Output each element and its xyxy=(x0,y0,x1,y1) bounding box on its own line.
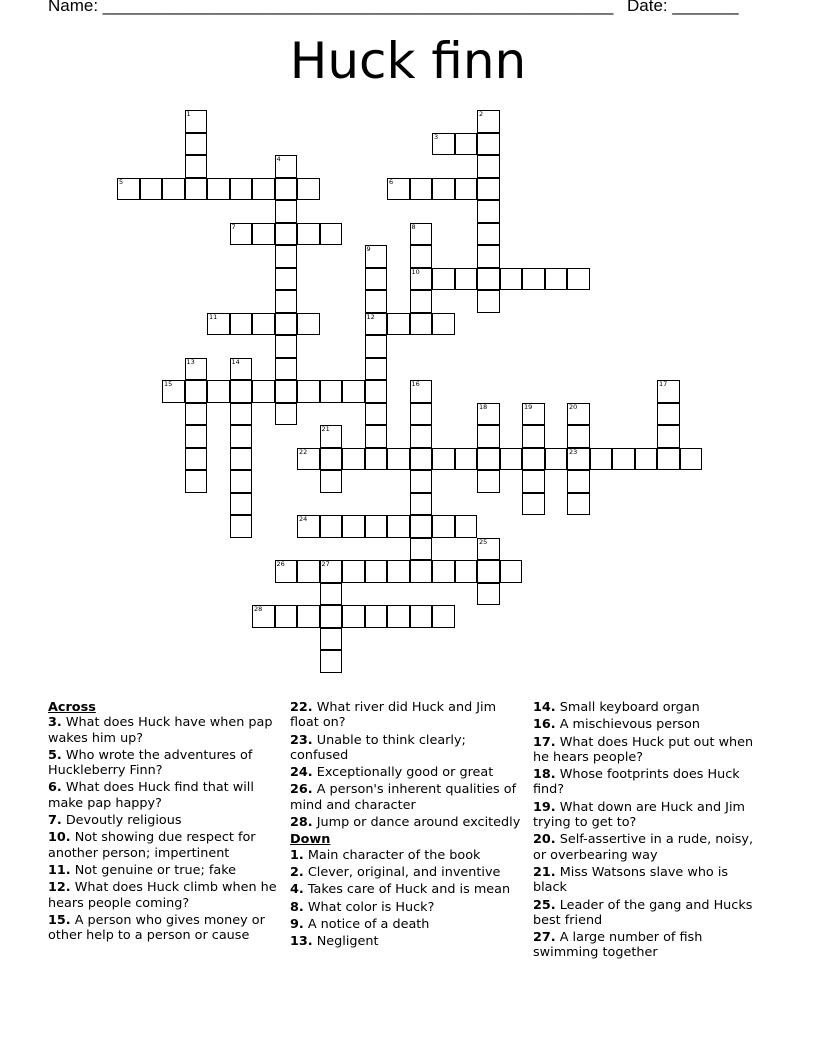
clue-number: 27. xyxy=(533,930,556,946)
clue-text: What river did Huck and Jim float on? xyxy=(290,700,497,731)
grid-cell[interactable] xyxy=(410,560,433,583)
grid-cell[interactable] xyxy=(590,448,613,471)
clue-number: 8. xyxy=(290,899,304,915)
grid-cell[interactable] xyxy=(297,448,320,471)
grid-cell[interactable] xyxy=(252,380,275,403)
clue-item xyxy=(290,882,522,897)
clue-number: 19. xyxy=(533,799,556,815)
grid-cell[interactable] xyxy=(252,223,275,246)
grid-cell[interactable] xyxy=(275,290,298,313)
grid-cell[interactable] xyxy=(410,245,433,268)
clue-text: Unable to think clearly; confused xyxy=(290,732,466,763)
clue-column-3 xyxy=(533,700,765,963)
grid-cell[interactable] xyxy=(477,448,500,471)
grid-cell[interactable] xyxy=(230,403,253,426)
grid-cell[interactable] xyxy=(365,448,388,471)
down-clue-list xyxy=(290,848,522,950)
grid-cell[interactable] xyxy=(230,313,253,336)
grid-cell[interactable] xyxy=(275,560,298,583)
grid-cell[interactable] xyxy=(477,290,500,313)
grid-cell[interactable] xyxy=(455,515,478,538)
grid-cell[interactable] xyxy=(297,178,320,201)
grid-cell[interactable] xyxy=(275,200,298,223)
clue-column-1 xyxy=(48,700,278,945)
cell-number: 5 xyxy=(119,177,124,186)
grid-cell[interactable] xyxy=(657,425,680,448)
grid-cell[interactable] xyxy=(432,515,455,538)
clue-text: What color is Huck? xyxy=(303,899,435,915)
grid-cell[interactable] xyxy=(477,268,500,291)
across-clue-list-continued xyxy=(290,700,522,830)
clue-text: Whose footprints does Huck find? xyxy=(533,767,740,798)
grid-cell[interactable] xyxy=(275,178,298,201)
grid-cell[interactable] xyxy=(567,448,590,471)
grid-cell[interactable] xyxy=(477,200,500,223)
grid-cell[interactable] xyxy=(477,538,500,561)
grid-cell[interactable] xyxy=(320,560,343,583)
grid-cell[interactable] xyxy=(387,178,410,201)
grid-cell[interactable] xyxy=(477,133,500,156)
grid-cell[interactable] xyxy=(185,155,208,178)
grid-cell[interactable] xyxy=(162,178,185,201)
grid-cell[interactable] xyxy=(410,403,433,426)
grid-cell[interactable] xyxy=(410,313,433,336)
cell-number: 12 xyxy=(366,312,375,321)
grid-cell[interactable] xyxy=(342,515,365,538)
clue-number: 22. xyxy=(290,700,313,715)
grid-cell[interactable] xyxy=(567,403,590,426)
grid-cell[interactable] xyxy=(320,380,343,403)
grid-cell[interactable] xyxy=(207,178,230,201)
grid-cell[interactable] xyxy=(320,605,343,628)
clue-number: 3. xyxy=(48,715,62,731)
grid-cell[interactable] xyxy=(387,313,410,336)
clue-item xyxy=(48,880,278,911)
clue-text: A person who gives money or other help to a person or cause xyxy=(48,912,265,944)
clue-item xyxy=(290,733,522,764)
grid-cell[interactable] xyxy=(185,448,208,471)
grid-cell[interactable] xyxy=(657,448,680,471)
clue-item xyxy=(533,717,765,732)
grid-cell[interactable] xyxy=(477,403,500,426)
grid-cell[interactable] xyxy=(410,380,433,403)
grid-cell[interactable] xyxy=(477,470,500,493)
grid-cell[interactable] xyxy=(522,470,545,493)
grid-cell[interactable] xyxy=(410,493,433,516)
grid-cell[interactable] xyxy=(455,560,478,583)
clue-number: 1. xyxy=(290,847,304,863)
clue-number: 4. xyxy=(290,882,304,898)
grid-cell[interactable] xyxy=(140,178,163,201)
grid-cell[interactable] xyxy=(387,448,410,471)
grid-cell[interactable] xyxy=(230,448,253,471)
cell-number: 22 xyxy=(299,447,308,456)
clue-item xyxy=(290,865,522,880)
clue-item xyxy=(48,715,278,746)
grid-cell[interactable] xyxy=(522,493,545,516)
clue-number: 12. xyxy=(48,880,71,896)
grid-cell[interactable] xyxy=(432,178,455,201)
clue-number: 21. xyxy=(533,864,556,880)
grid-cell[interactable] xyxy=(162,380,185,403)
clue-text: A notice of a death xyxy=(303,916,430,932)
grid-cell[interactable] xyxy=(365,515,388,538)
grid-cell[interactable] xyxy=(410,290,433,313)
grid-cell[interactable] xyxy=(680,448,703,471)
grid-cell[interactable] xyxy=(410,605,433,628)
clue-number: 6. xyxy=(48,780,62,796)
grid-cell[interactable] xyxy=(365,605,388,628)
grid-cell[interactable] xyxy=(567,268,590,291)
grid-cell[interactable] xyxy=(297,515,320,538)
cell-number: 15 xyxy=(164,380,173,388)
clue-text: Clever, original, and inventive xyxy=(303,864,501,880)
down-heading: Down xyxy=(290,832,331,848)
clue-item xyxy=(533,735,765,766)
grid-cell[interactable] xyxy=(275,403,298,426)
grid-cell[interactable] xyxy=(410,178,433,201)
grid-cell[interactable] xyxy=(185,133,208,156)
clue-item xyxy=(290,782,522,813)
clue-number: 5. xyxy=(48,747,62,763)
clue-text: Leader of the gang and Hucks best friend xyxy=(533,897,753,928)
grid-cell[interactable] xyxy=(342,560,365,583)
grid-cell[interactable] xyxy=(500,448,523,471)
clue-item xyxy=(533,767,765,798)
cell-number: 19 xyxy=(524,402,533,411)
grid-cell[interactable] xyxy=(387,605,410,628)
cell-number: 1 xyxy=(186,110,191,118)
cell-number: 6 xyxy=(389,177,394,186)
grid-cell[interactable] xyxy=(297,560,320,583)
cell-number: 24 xyxy=(299,515,308,523)
cell-number: 11 xyxy=(209,312,218,321)
grid-cell[interactable] xyxy=(320,628,343,651)
grid-cell[interactable] xyxy=(455,133,478,156)
grid-cell[interactable] xyxy=(185,403,208,426)
grid-cell[interactable] xyxy=(342,605,365,628)
grid-cell[interactable] xyxy=(635,448,658,471)
clue-number: 24. xyxy=(290,765,313,781)
clue-text: Miss Watsons slave who is black xyxy=(533,864,729,896)
clue-text: Small keyboard organ xyxy=(555,700,700,715)
grid-cell[interactable] xyxy=(455,448,478,471)
grid-cell[interactable] xyxy=(275,155,298,178)
grid-cell[interactable] xyxy=(455,178,478,201)
grid-cell[interactable] xyxy=(320,425,343,448)
grid-cell[interactable] xyxy=(297,380,320,403)
cell-number: 4 xyxy=(276,155,281,163)
clue-number: 13. xyxy=(290,934,313,950)
grid-cell[interactable] xyxy=(320,448,343,471)
clue-text: Self-assertive in a rude, noisy, or overbearing way xyxy=(533,832,754,863)
clue-number: 14. xyxy=(533,700,556,715)
cell-number: 13 xyxy=(186,357,195,366)
grid-cell[interactable] xyxy=(117,178,140,201)
clue-item xyxy=(290,934,522,949)
clue-number: 9. xyxy=(290,916,304,932)
across-clue-list xyxy=(48,715,278,943)
grid-cell[interactable] xyxy=(230,515,253,538)
clue-item xyxy=(290,700,522,731)
grid-cell[interactable] xyxy=(567,425,590,448)
grid-cell[interactable] xyxy=(477,223,500,246)
grid-cell[interactable] xyxy=(432,133,455,156)
clue-text: What does Huck have when pap wakes him up? xyxy=(48,715,273,746)
grid-cell[interactable] xyxy=(432,605,455,628)
grid-cell[interactable] xyxy=(365,335,388,358)
clue-number: 7. xyxy=(48,813,62,829)
grid-cell[interactable] xyxy=(365,425,388,448)
cell-number: 3 xyxy=(434,132,439,141)
cell-number: 7 xyxy=(231,222,236,231)
grid-cell[interactable] xyxy=(185,380,208,403)
clue-number: 15. xyxy=(48,912,71,928)
clue-item xyxy=(533,865,765,896)
grid-cell[interactable] xyxy=(477,245,500,268)
grid-cell[interactable] xyxy=(657,380,680,403)
cell-number: 21 xyxy=(321,425,330,433)
grid-cell[interactable] xyxy=(522,268,545,291)
cell-number: 18 xyxy=(479,402,488,411)
grid-cell[interactable] xyxy=(185,110,208,133)
clue-text: A mischievous person xyxy=(555,717,700,733)
cell-number: 2 xyxy=(479,110,484,118)
cell-number: 10 xyxy=(411,267,420,276)
clue-number: 11. xyxy=(48,862,71,878)
grid-cell[interactable] xyxy=(342,448,365,471)
grid-cell[interactable] xyxy=(365,268,388,291)
clue-number: 16. xyxy=(533,717,556,733)
grid-cell[interactable] xyxy=(207,313,230,336)
cell-number: 28 xyxy=(254,605,263,613)
grid-cell[interactable] xyxy=(410,268,433,291)
clue-number: 18. xyxy=(533,767,556,783)
grid-cell[interactable] xyxy=(477,425,500,448)
grid-cell[interactable] xyxy=(230,470,253,493)
grid-cell[interactable] xyxy=(365,290,388,313)
clue-text: Devoutly religious xyxy=(61,813,182,829)
grid-cell[interactable] xyxy=(387,560,410,583)
clue-item xyxy=(290,917,522,932)
date-field[interactable]: Date: _______ xyxy=(627,0,739,15)
clue-text: Who wrote the adventures of Huckleberry Finn? xyxy=(48,747,253,779)
grid-cell[interactable] xyxy=(477,560,500,583)
grid-cell[interactable] xyxy=(185,470,208,493)
clue-item xyxy=(533,832,765,863)
grid-cell[interactable] xyxy=(297,223,320,246)
grid-cell[interactable] xyxy=(410,515,433,538)
clue-number: 10. xyxy=(48,830,71,846)
grid-cell[interactable] xyxy=(275,358,298,381)
clue-text: Not genuine or true; fake xyxy=(70,862,237,878)
grid-cell[interactable] xyxy=(410,448,433,471)
grid-cell[interactable] xyxy=(410,223,433,246)
grid-cell[interactable] xyxy=(387,515,410,538)
grid-cell[interactable] xyxy=(657,403,680,426)
clue-text: Takes care of Huck and is mean xyxy=(303,882,511,898)
grid-cell[interactable] xyxy=(230,358,253,381)
clue-text: Exceptionally good or great xyxy=(312,765,494,781)
cell-number: 9 xyxy=(366,245,371,253)
grid-cell[interactable] xyxy=(185,425,208,448)
clue-item xyxy=(48,780,278,811)
grid-cell[interactable] xyxy=(500,560,523,583)
clue-text: Jump or dance around excitedly xyxy=(312,815,521,831)
clue-item xyxy=(533,700,765,715)
clue-text: Negligent xyxy=(312,934,379,950)
grid-cell[interactable] xyxy=(567,470,590,493)
grid-cell[interactable] xyxy=(477,155,500,178)
grid-cell[interactable] xyxy=(275,380,298,403)
grid-cell[interactable] xyxy=(432,268,455,291)
clue-text: Main character of the book xyxy=(303,847,481,863)
grid-cell[interactable] xyxy=(365,560,388,583)
clue-item xyxy=(48,813,278,828)
clue-item xyxy=(290,815,522,830)
grid-cell[interactable] xyxy=(522,403,545,426)
grid-cell[interactable] xyxy=(365,403,388,426)
clue-item xyxy=(48,863,278,878)
grid-cell[interactable] xyxy=(275,313,298,336)
grid-cell[interactable] xyxy=(477,110,500,133)
clue-text: A large number of fish swimming together xyxy=(533,930,703,961)
clue-item xyxy=(290,848,522,863)
grid-cell[interactable] xyxy=(320,470,343,493)
grid-cell[interactable] xyxy=(252,313,275,336)
cell-number: 8 xyxy=(411,222,416,231)
clue-item xyxy=(533,800,765,831)
name-field[interactable]: Name: ______________________________________________________ xyxy=(48,0,614,15)
grid-cell[interactable] xyxy=(320,515,343,538)
grid-cell[interactable] xyxy=(432,448,455,471)
clue-text: Not showing due respect for another person; impertinent xyxy=(48,830,256,861)
grid-cell[interactable] xyxy=(545,268,568,291)
clue-item xyxy=(48,748,278,779)
grid-cell[interactable] xyxy=(320,223,343,246)
clue-number: 17. xyxy=(533,734,556,750)
clue-item xyxy=(290,765,522,780)
clue-item xyxy=(48,913,278,944)
clue-number: 23. xyxy=(290,732,313,748)
grid-cell[interactable] xyxy=(275,245,298,268)
grid-cell[interactable] xyxy=(320,650,343,673)
clue-text: A person's inherent qualities of mind and character xyxy=(290,782,517,813)
grid-cell[interactable] xyxy=(410,470,433,493)
grid-cell[interactable] xyxy=(455,268,478,291)
grid-cell[interactable] xyxy=(185,358,208,381)
clue-item xyxy=(533,930,765,961)
grid-cell[interactable] xyxy=(432,313,455,336)
clue-text: What does Huck climb when he hears people coming? xyxy=(48,880,277,911)
clue-number: 20. xyxy=(533,832,556,848)
clue-text: What does Huck put out when he hears people? xyxy=(533,734,754,765)
down-clue-list-continued xyxy=(533,700,765,961)
clue-number: 25. xyxy=(533,897,556,913)
clue-number: 28. xyxy=(290,815,313,831)
cell-number: 20 xyxy=(569,402,578,411)
grid-cell[interactable] xyxy=(252,178,275,201)
grid-cell[interactable] xyxy=(275,605,298,628)
cell-number: 16 xyxy=(411,380,420,388)
grid-cell[interactable] xyxy=(500,268,523,291)
grid-cell[interactable] xyxy=(252,605,275,628)
grid-cell[interactable] xyxy=(410,425,433,448)
grid-cell[interactable] xyxy=(297,313,320,336)
clue-number: 26. xyxy=(290,782,313,798)
cell-number: 14 xyxy=(231,357,240,366)
grid-cell[interactable] xyxy=(230,380,253,403)
clue-column-2 xyxy=(290,700,522,951)
grid-cell[interactable] xyxy=(207,380,230,403)
cell-number: 17 xyxy=(659,380,668,388)
grid-cell[interactable] xyxy=(230,493,253,516)
grid-cell[interactable] xyxy=(275,268,298,291)
grid-cell[interactable] xyxy=(410,538,433,561)
grid-cell[interactable] xyxy=(545,448,568,471)
clue-text: What does Huck find that will make pap happy? xyxy=(48,780,254,811)
across-heading: Across xyxy=(48,700,96,715)
grid-cell[interactable] xyxy=(365,245,388,268)
page-title: Huck finn xyxy=(289,32,527,90)
grid-cell[interactable] xyxy=(612,448,635,471)
cell-number: 26 xyxy=(276,560,285,568)
grid-cell[interactable] xyxy=(477,178,500,201)
clue-item xyxy=(290,900,522,915)
grid-cell[interactable] xyxy=(185,178,208,201)
grid-cell[interactable] xyxy=(365,313,388,336)
clue-number: 2. xyxy=(290,864,304,880)
grid-cell[interactable] xyxy=(567,493,590,516)
grid-cell[interactable] xyxy=(477,583,500,606)
grid-cell[interactable] xyxy=(522,448,545,471)
grid-cell[interactable] xyxy=(230,223,253,246)
grid-cell[interactable] xyxy=(320,583,343,606)
grid-cell[interactable] xyxy=(275,335,298,358)
grid-cell[interactable] xyxy=(432,560,455,583)
cell-number: 27 xyxy=(321,560,330,568)
grid-cell[interactable] xyxy=(522,425,545,448)
grid-cell[interactable] xyxy=(230,425,253,448)
clue-text: What down are Huck and Jim trying to get to? xyxy=(533,799,745,831)
clue-item xyxy=(48,830,278,861)
grid-cell[interactable] xyxy=(365,380,388,403)
clue-item xyxy=(533,898,765,929)
grid-cell[interactable] xyxy=(297,605,320,628)
grid-cell[interactable] xyxy=(342,380,365,403)
grid-cell[interactable] xyxy=(365,358,388,381)
grid-cell[interactable] xyxy=(230,178,253,201)
cell-number: 25 xyxy=(479,537,488,546)
grid-cell[interactable] xyxy=(275,223,298,246)
cell-number: 23 xyxy=(569,447,578,456)
